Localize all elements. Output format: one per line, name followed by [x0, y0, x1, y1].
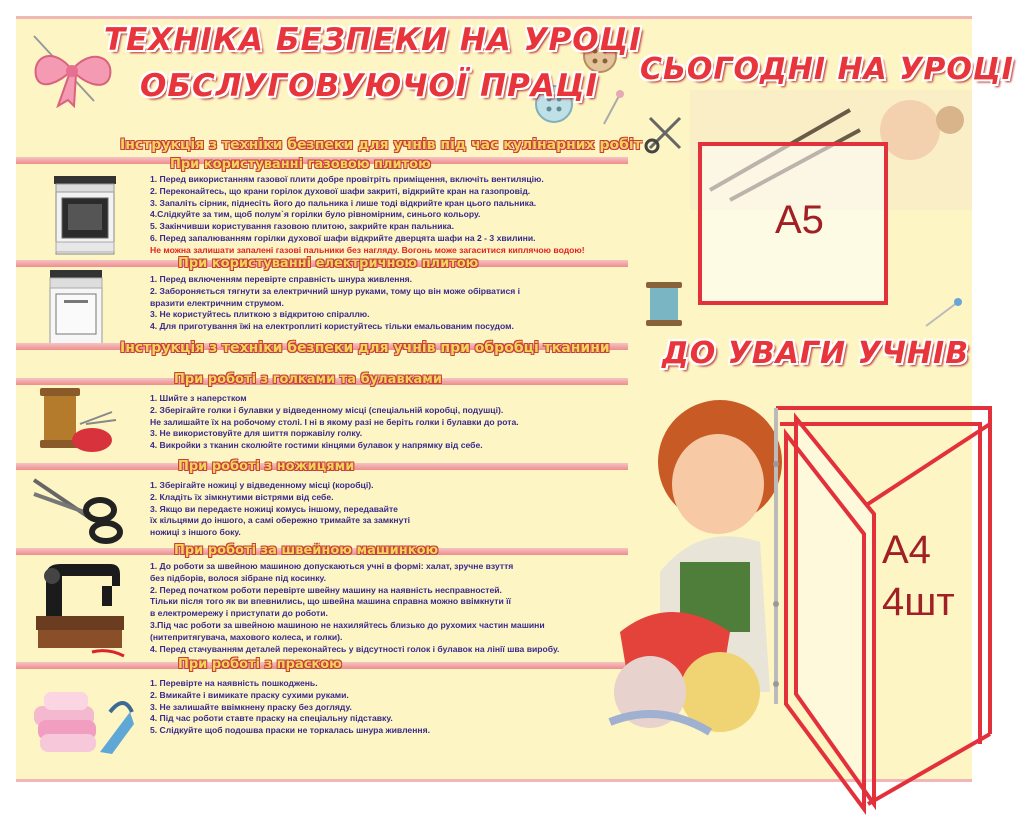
scissors-subsection-title: При роботі з ножицями — [178, 459, 355, 474]
cooking-section-title: Інструкція з техніки безпеки для учнів під час кулінарних робіт — [120, 137, 642, 153]
safety-pin-icon — [922, 296, 966, 330]
a5-label: А5 — [775, 198, 824, 242]
list-item: 5. Слідкуйте щоб подошва праски не торкалась шнура живлення. — [150, 725, 430, 736]
list-item: 2. Кладіть їх зімкнутими вістрями від себе. — [150, 491, 334, 502]
list-item: 3. Не користуйтесь плиткою з відкритою спіраллю. — [150, 309, 370, 320]
list-item: 1. Перевірте на наявність пошкоджень. — [150, 678, 318, 688]
list-item: 6. Перед запалюванням горілки духової шафи відкрийте дверцята шафи на 2 - 3 хвилини. — [150, 232, 536, 243]
list-item: ножиці з іншого боку. — [150, 527, 241, 538]
list-item: в електромережу і приступати до роботи. — [150, 608, 328, 619]
scissors-icon — [30, 470, 126, 544]
safety-pin-icon — [598, 88, 628, 128]
list-item: 2. Забороняється тягнути за електричний шнур руками, тому що він може обірватися і — [150, 285, 521, 296]
list-item: 5. Закінчивши користування газовою плитою, закрийте кран пальника. — [150, 221, 454, 232]
machine-instructions-list — [150, 561, 559, 655]
list-item: 2. Перед початком роботи перевірте швейну машину на наявність несправностей. — [150, 584, 502, 595]
a4-label: А4 — [882, 528, 931, 572]
main-title-line2: ОБСЛУГОВУЮЧОЇ ПРАЦІ — [140, 68, 599, 104]
scissors-instructions-list — [150, 480, 410, 539]
today-title: СЬОГОДНІ НА УРОЦІ — [640, 52, 1014, 87]
list-item: (нитепритягувача, махового колеса, и голки). — [150, 631, 343, 642]
list-item: 3.Під час роботи за швейною машиною не нахиляйтесь близько до рухомих частин машини — [150, 619, 545, 630]
list-item: їх кільцями до іншого, а самі обережно тримайте за замкнуті — [150, 515, 411, 526]
gas-warning: Не можна залишати запалені газові пальники без нагляду. Вогонь може загаситися киплячою водою! — [150, 245, 585, 255]
list-item: 4. Перед стачуванням деталей переконайтесь у відсутності голок і булавок на лінії шва виробу. — [150, 643, 560, 654]
main-title-line1: ТЕХНІКА БЕЗПЕКИ НА УРОЦІ — [104, 22, 642, 58]
needles-subsection-title: При роботі з голками та булавками — [174, 372, 442, 387]
list-item: 3. Не використовуйте для шиття поржавілу голку. — [150, 428, 363, 439]
scissors-icon — [640, 108, 690, 158]
gas-subsection-title: При користуванні газовою плитою — [170, 157, 431, 172]
list-item: 4.Слідкуйте за тим, щоб полум`я горілки було рівномірним, синього кольору. — [150, 209, 481, 220]
list-item: вразити електричним струмом. — [150, 297, 284, 308]
list-item: 3. Якщо ви передаєте ножиці комусь іншому, передавайте — [150, 503, 398, 514]
list-item: 2. Зберігайте голки і булавки у відведенному місці (спеціальній коробці, подушці). — [150, 404, 504, 415]
list-item: 3. Не залишайте ввімкнену праску без догляду. — [150, 701, 352, 712]
list-item: Не залишайте їх на робочому столі. І ні в якому разі не беріть голки і булавки до рота. — [150, 416, 519, 427]
gas-instructions-list — [150, 174, 544, 245]
list-item: 1. Перед включенням перевірте справність шнура живлення. — [150, 274, 413, 284]
list-item: без підборів, волося зібране під косинку. — [150, 572, 326, 583]
thread-spool-icon — [640, 278, 688, 330]
iron-icon — [30, 672, 138, 756]
needles-instructions-list — [150, 393, 519, 452]
list-item: 1. Шийте з наперстком — [150, 393, 247, 403]
thread-spool-icon — [30, 384, 130, 460]
a4-count-label: 4шт — [882, 580, 955, 624]
list-item: 1. Перед використанням газової плити добре провітріть приміщення, включіть вентиляцію. — [150, 174, 544, 184]
iron-subsection-title: При роботі з праскою — [178, 657, 342, 672]
list-item: 1. Зберігайте ножиці у відведенному місці (коробці). — [150, 480, 374, 490]
list-item: 4. Під час роботи ставте праску на спеціальну підставку. — [150, 713, 393, 724]
list-item: 1. До роботи за швейною машиною допускаються учні в формі: халат, зручне взуття — [150, 561, 514, 571]
list-item: 4. Викройки з тканин сколюйте гостими кінцями булавок у напрямку від себе. — [150, 440, 483, 451]
sewing-machine-icon — [32, 556, 128, 658]
electric-stove-icon — [46, 266, 106, 350]
machine-subsection-title: При роботі за швейною машинкою — [174, 543, 439, 558]
list-item: 2. Переконайтесь, що крани горілок духової шафи закриті, відкрийте кран на газопровід. — [150, 185, 531, 196]
fabric-section-title: Інструкція з техніки безпеки для учнів при обробці тканини — [120, 340, 610, 356]
gas-stove-icon — [50, 168, 120, 256]
electric-subsection-title: При користуванні електричною плитою — [178, 256, 479, 271]
list-item: 2. Вмикайте і вимикате праску сухими руками. — [150, 689, 349, 700]
iron-instructions-list — [150, 678, 430, 737]
list-item: 3. Запаліть сірник, піднесіть його до пальника і лише тоді відкрийте кран цього пальника. — [150, 197, 537, 208]
electric-instructions-list — [150, 274, 520, 333]
list-item: 4. Для приготування їжі на електроплиті користуйтесь тільки емальованим посудом. — [150, 321, 514, 332]
attention-title: ДО УВАГИ УЧНІВ — [662, 336, 970, 371]
list-item: Тільки після того як ви впевнились, що швейна машина справна можно ввімкнути її — [150, 596, 511, 607]
